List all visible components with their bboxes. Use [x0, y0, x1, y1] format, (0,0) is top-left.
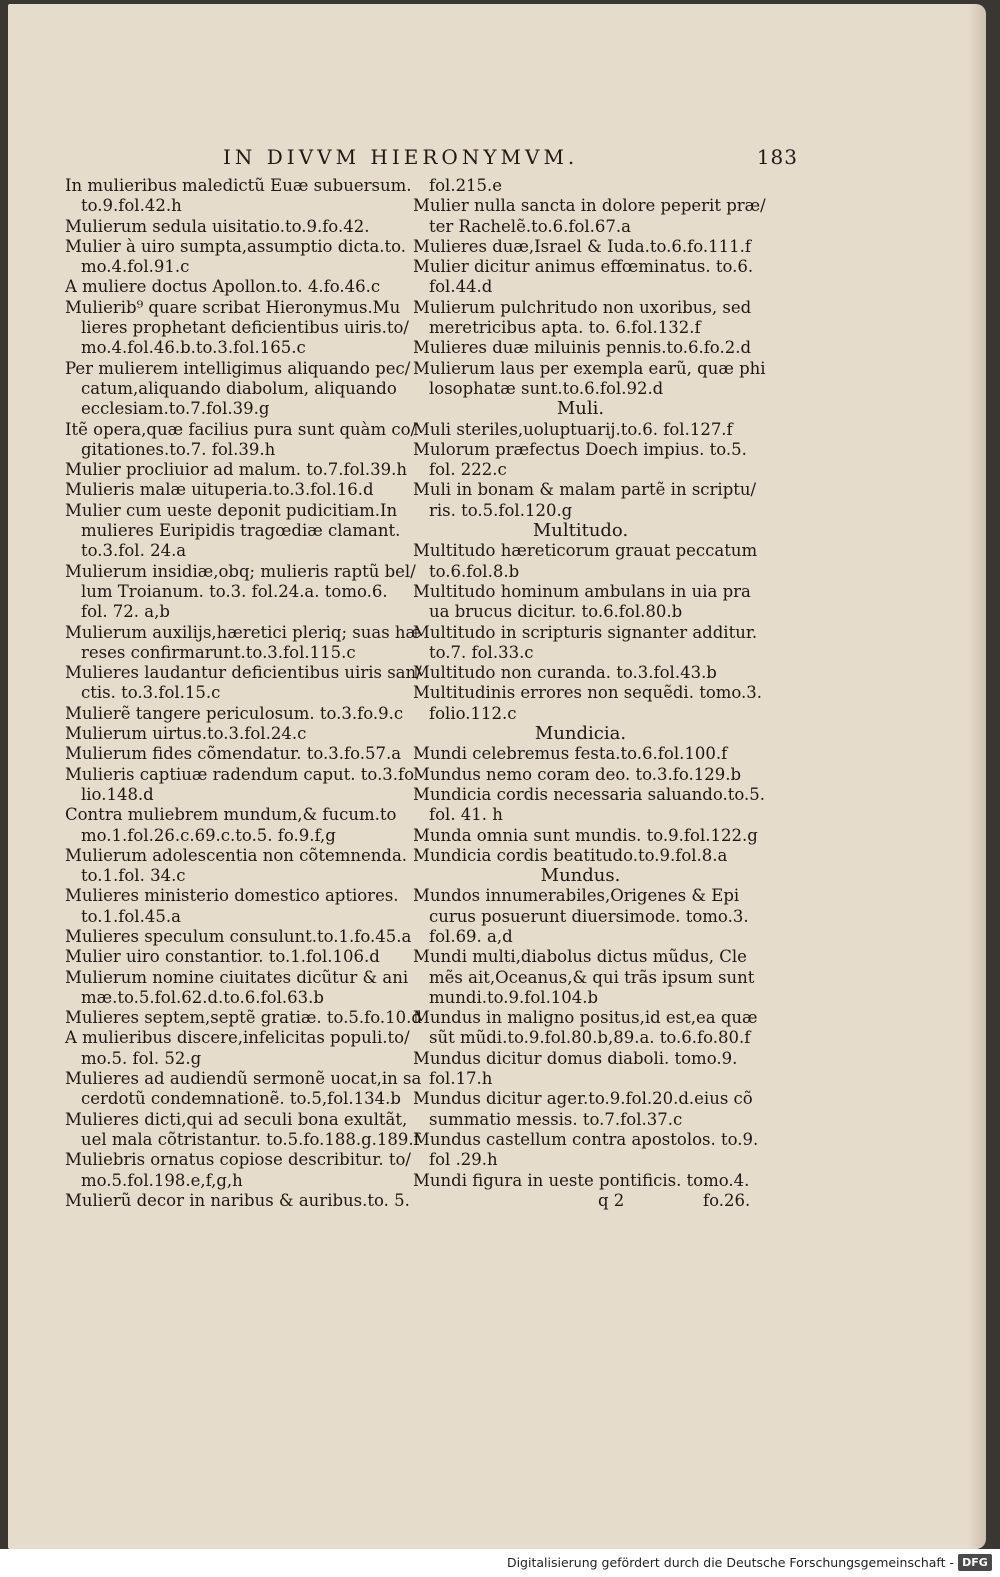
right-index-line: fol. 222.c [429, 460, 507, 480]
left-index-line: ecclesiam.to.7.fol.39.g [81, 399, 270, 419]
right-index-line: curus posuerunt diuersimode. tomo.3. [429, 906, 749, 926]
right-index-line: Mulierum pulchritudo non uxoribus, sed [413, 297, 752, 317]
left-index-line: cerdotũ condemnationẽ. to.5,fol.134.b [81, 1089, 401, 1109]
right-index-line: Mundus in maligno positus,id est,ea quæ [413, 1008, 758, 1028]
left-index-line: Mulierib⁹ quare scribat Hieronymus.Mu [65, 297, 401, 317]
left-index-line: gitationes.to.7. fol.39.h [81, 439, 276, 459]
right-index-line: Muli steriles,uoluptuarij.to.6. fol.127.f [413, 419, 733, 439]
right-index-line: fol .29.h [429, 1150, 498, 1170]
left-index-line: Mulierum adolescentia non cõtemnenda. [65, 845, 408, 865]
right-index-line: Mulieres duæ miluinis pennis.to.6.fo.2.d [413, 338, 752, 358]
left-index-line: uel mala cõtristantur. to.5.fo.188.g.189.f [81, 1129, 420, 1149]
page-number: 183 [756, 145, 798, 169]
left-index-line: to.1.fol.45.a [81, 906, 181, 926]
right-index-line: Mulorum præfectus Doech impius. to.5. [413, 439, 747, 459]
right-index-line: Muli in bonam & malam partẽ in scriptu/ [413, 480, 757, 500]
left-index-line: Itẽ opera,quæ facilius pura sunt quàm co/ [65, 419, 417, 439]
left-index-line: A mulieribus discere,infelicitas populi.to/ [65, 1028, 410, 1048]
right-index-line: losophatæ sunt.to.6.fol.92.d [429, 378, 664, 398]
right-index-line: Mulier dicitur animus effœminatus. to.6. [413, 257, 754, 277]
right-index-line: Mundus nemo coram deo. to.3.fo.129.b [413, 764, 742, 784]
right-section-heading: Multitudo. [532, 520, 629, 542]
right-index-line: ua brucus dicitur. to.6.fol.80.b [429, 602, 683, 622]
left-index-line: Mulier cum ueste deponit pudicitiam.In [65, 500, 398, 520]
left-index-line: Mulierum insidiæ,obq; mulieris raptũ bel/ [65, 561, 416, 581]
right-section-heading: Mundicia. [534, 723, 627, 745]
right-index-line: Mundi celebremus festa.to.6.fol.100.f [413, 744, 728, 764]
index-column-left [65, 176, 422, 1211]
left-index-line: lieres prophetant deficientibus uiris.to/ [81, 318, 409, 338]
left-index-line: Mulierum sedula uisitatio.to.9.fo.42. [65, 216, 370, 236]
left-index-line: lum Troianum. to.3. fol.24.a. tomo.6. [81, 581, 388, 601]
left-index-line: Per mulierem intelligimus aliquando pec/ [65, 358, 411, 378]
right-index-line: Munda omnia sunt mundis. to.9.fol.122.g [413, 825, 758, 845]
left-index-line: Mulieres dicti,qui ad seculi bona exultãt, [65, 1109, 408, 1129]
left-index-line: fol. 72. a,b [81, 602, 170, 622]
left-index-line: Mulier uiro constantior. to.1.fol.106.d [65, 947, 380, 967]
right-index-line: Mundi multi,diabolus dictus mũdus, Cle [413, 947, 747, 967]
right-index-line: Multitudo hæreticorum grauat peccatum [413, 541, 758, 561]
right-index-line: ter Rachelẽ.to.6.fol.67.a [429, 216, 631, 236]
funding-notice: Digitalisierung gefördert durch die Deutsche Forschungsgemeinschaft - [506, 1555, 954, 1570]
right-index-line: sũt mũdi.to.9.fol.80.b,89.a. to.6.fo.80.f [429, 1028, 751, 1048]
left-index-line: Mulier à uiro sumpta,assumptio dicta.to. [65, 236, 407, 256]
left-index-line: mo.4.fol.46.b.to.3.fol.165.c [81, 338, 306, 358]
right-section-heading: Muli. [556, 398, 605, 420]
left-index-line: mo.1.fol.26.c.69.c.to.5. fo.9.f,g [81, 825, 336, 845]
left-index-line: Mulieres ad audiendũ sermonẽ uocat,in sa [65, 1069, 422, 1089]
left-index-line: mo.5. fol. 52.g [81, 1048, 202, 1068]
right-index-line: Mulierum laus per exempla earũ, quæ phi [413, 358, 766, 378]
right-index-line: Mundos innumerabiles,Origenes & Epi [413, 886, 740, 906]
left-index-line: to.3.fol. 24.a [81, 541, 187, 561]
left-index-line: Muliebris ornatus copiose describitur. to/ [65, 1150, 411, 1170]
left-index-line: mæ.to.5.fol.62.d.to.6.fol.63.b [81, 987, 324, 1007]
left-index-line: Mulieres laudantur deficientibus uiris san/ [65, 663, 422, 683]
left-index-line: Mulieres septem,septẽ gratiæ. to.5.fo.10.d [65, 1008, 422, 1028]
right-index-line: to.7. fol.33.c [429, 642, 534, 662]
right-index-line: Mundicia cordis necessaria saluando.to.5. [413, 784, 766, 804]
right-index-line: ris. to.5.fol.120.g [429, 500, 573, 520]
left-index-line: Mulierum nomine ciuitates dicũtur & ani [65, 967, 409, 987]
running-title: IN DIVVM HIERONYMVM. [223, 145, 579, 169]
right-index-line: fol. 41. h [429, 805, 503, 825]
left-index-line: Mulierẽ tangere periculosum. to.3.fo.9.c [65, 703, 404, 723]
running-header [223, 145, 798, 169]
right-index-line: Mulieres duæ,Israel & Iuda.to.6.fo.111.f [413, 236, 751, 256]
right-index-line: Mundi figura in ueste pontificis. tomo.4. [413, 1170, 750, 1190]
left-index-line: mo.4.fol.91.c [81, 257, 190, 277]
left-index-line: Mulieris malæ uituperia.to.3.fol.16.d [65, 480, 374, 500]
right-index-line: Multitudo in scripturis signanter additur. [413, 622, 758, 642]
left-index-line: ctis. to.3.fol.15.c [81, 683, 221, 703]
left-index-line: A muliere doctus Apollon.to. 4.fo.46.c [65, 277, 381, 297]
left-index-line: lio.148.d [81, 784, 154, 804]
right-index-line: Mundus castellum contra apostolos. to.9. [413, 1129, 759, 1149]
left-index-line: mo.5.fol.198.e,f,g,h [81, 1170, 243, 1190]
right-index-line: meretricibus apta. to. 6.fol.132.f [429, 318, 701, 338]
right-index-line: mundi.to.9.fol.104.b [429, 987, 599, 1007]
left-index-line: Mulier procliuior ad malum. to.7.fol.39.h [65, 460, 407, 480]
signature-mark: q 2 [598, 1190, 625, 1210]
left-index-line: Contra muliebrem mundum,& fucum.to [65, 805, 397, 825]
left-index-line: catum,aliquando diabolum, aliquando [81, 378, 397, 398]
right-index-line: to.6.fol.8.b [429, 561, 520, 581]
left-index-line: to.1.fol. 34.c [81, 866, 186, 886]
left-index-line: Mulieres ministerio domestico aptiores. [65, 886, 399, 906]
dfg-logo-icon: DFG [958, 1554, 992, 1571]
right-index-line: Multitudo hominum ambulans in uia pra [413, 581, 751, 601]
left-index-line: mulieres Euripidis tragœdiæ clamant. [81, 521, 401, 541]
index-column-right [413, 176, 766, 1211]
left-index-line: reses confirmarunt.to.3.fol.115.c [81, 642, 356, 662]
right-index-line: fol.69. a,d [429, 926, 513, 946]
signature-line [413, 1190, 751, 1211]
right-section-heading: Mundus. [540, 865, 621, 887]
left-index-line: Mulieris captiuæ radendum caput. to.3.fo [65, 764, 415, 784]
right-index-line: Multitudo non curanda. to.3.fol.43.b [413, 663, 717, 683]
right-index-line: mẽs ait,Oceanus,& qui trãs ipsum sunt [429, 967, 755, 987]
book-page [8, 4, 986, 1549]
left-index-line: to.9.fol.42.h [81, 196, 182, 216]
right-index-line: fol.215.e [429, 176, 503, 195]
left-index-line: Mulierum uirtus.to.3.fol.24.c [65, 724, 307, 744]
digitization-footer [0, 1549, 1000, 1577]
catchword: fo.26. [703, 1190, 751, 1210]
right-index-line: Mundicia cordis beatitudo.to.9.fol.8.a [413, 845, 728, 865]
left-index-line: Mulieres speculum consulunt.to.1.fo.45.a [65, 926, 412, 946]
right-index-line: summatio messis. to.7.fol.37.c [429, 1109, 683, 1129]
right-index-line: Multitudinis errores non sequẽdi. tomo.3. [413, 683, 763, 703]
left-index-line: In mulieribus maledictũ Euæ subuersum. [65, 176, 412, 195]
right-index-line: Mulier nulla sancta in dolore peperit præ/ [413, 196, 766, 216]
left-index-line: Mulierum auxilijs,hæretici pleriq; suas hæ [65, 622, 422, 642]
right-index-line: Mundus dicitur domus diaboli. tomo.9. [413, 1048, 738, 1068]
right-index-line: fol.17.h [429, 1069, 493, 1089]
left-index-line: Mulierũ decor in naribus & auribus.to. 5. [65, 1190, 410, 1210]
right-index-line: folio.112.c [429, 703, 517, 723]
right-index-line: Mundus dicitur ager.to.9.fol.20.d.eius cõ [413, 1089, 753, 1109]
left-index-line: Mulierum fides cõmendatur. to.3.fo.57.a [65, 744, 402, 764]
right-index-line: fol.44.d [429, 277, 493, 297]
